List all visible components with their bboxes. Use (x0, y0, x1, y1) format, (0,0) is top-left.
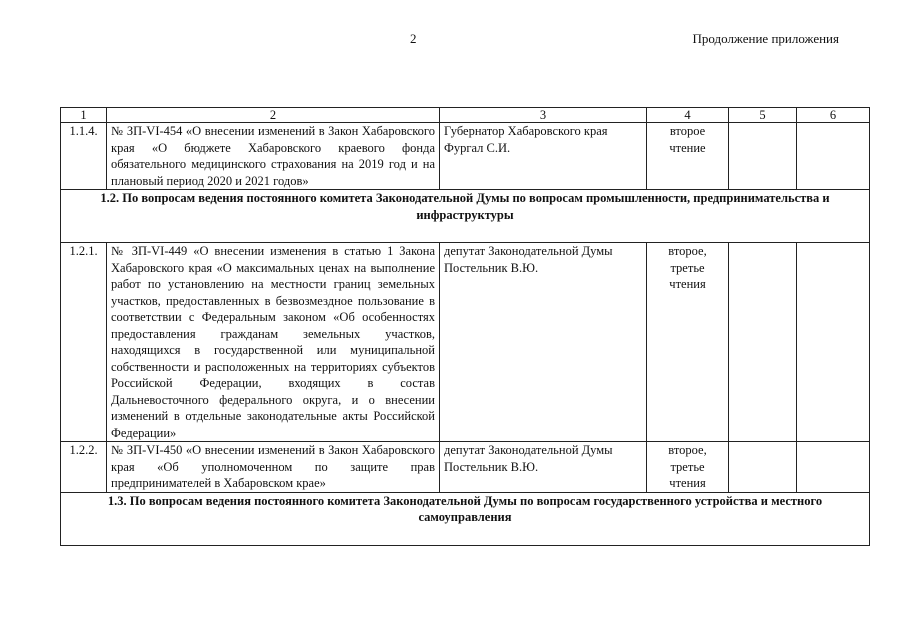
page-number: 2 (410, 31, 417, 46)
item-number: 1.1.4. (61, 123, 107, 190)
agenda-table (60, 107, 870, 546)
empty-cell-col5 (729, 243, 797, 442)
empty-cell-col6 (797, 243, 870, 442)
section-heading: 1.3. По вопросам ведения постоянного комитета Законодательной Думы по вопросам государственного устройства и местного самоуправления (61, 492, 870, 545)
section-heading-row (61, 190, 870, 243)
empty-cell-col5 (729, 123, 797, 190)
bill-author: Губернатор Хабаровского края Фургал С.И. (440, 123, 647, 190)
column-header: 5 (729, 108, 797, 123)
column-header: 2 (107, 108, 440, 123)
item-number: 1.2.1. (61, 243, 107, 442)
column-header: 4 (647, 108, 729, 123)
reading-stage: второе, третье чтения (647, 243, 729, 442)
bill-title: № ЗП-VI-450 «О внесении изменений в Закон Хабаровского края «Об уполномоченном по защите прав предпринимателей в Хабаровском крае» (107, 442, 440, 493)
item-number: 1.2.2. (61, 442, 107, 493)
bill-title: № ЗП-VI-449 «О внесении изменения в статью 1 Закона Хабаровского края «О максимальных ценах на выполнение работ по установлению на местности границ земельных участков, предоставленных в безвозмездное пользование в соответствии с Федеральным законом «Об особенностях предоставления гражданам земельных участков, находящихся в государственной или муниципальной собственности и расположенных на территориях субъектов Российской Федерации, входящих в состав Дальневосточного федерального округа, и о внесении изменений в отдельные законодательные акты Российской Федерации» (107, 243, 440, 442)
reading-stage: второе чтение (647, 123, 729, 190)
column-header: 1 (61, 108, 107, 123)
table-row (61, 243, 870, 442)
section-heading: 1.2. По вопросам ведения постоянного комитета Законодательной Думы по вопросам промышленности, предпринимательства и инфраструктуры (61, 190, 870, 243)
table-header-row (61, 108, 870, 123)
column-header: 3 (440, 108, 647, 123)
bill-title: № ЗП-VI-454 «О внесении изменений в Закон Хабаровского края «О бюджете Хабаровского краевого фонда обязательного медицинского страхования на 2019 год и на плановый период 2020 и 2021 годов» (107, 123, 440, 190)
continuation-label: Продолжение приложения (692, 31, 839, 46)
table-row (61, 123, 870, 190)
empty-cell-col6 (797, 442, 870, 493)
empty-cell-col5 (729, 442, 797, 493)
empty-cell-col6 (797, 123, 870, 190)
bill-author: депутат Законодательной Думы Постельник В.Ю. (440, 442, 647, 493)
table-row (61, 442, 870, 493)
section-heading-row (61, 492, 870, 545)
reading-stage: второе, третье чтения (647, 442, 729, 493)
column-header: 6 (797, 108, 870, 123)
bill-author: депутат Законодательной Думы Постельник В.Ю. (440, 243, 647, 442)
